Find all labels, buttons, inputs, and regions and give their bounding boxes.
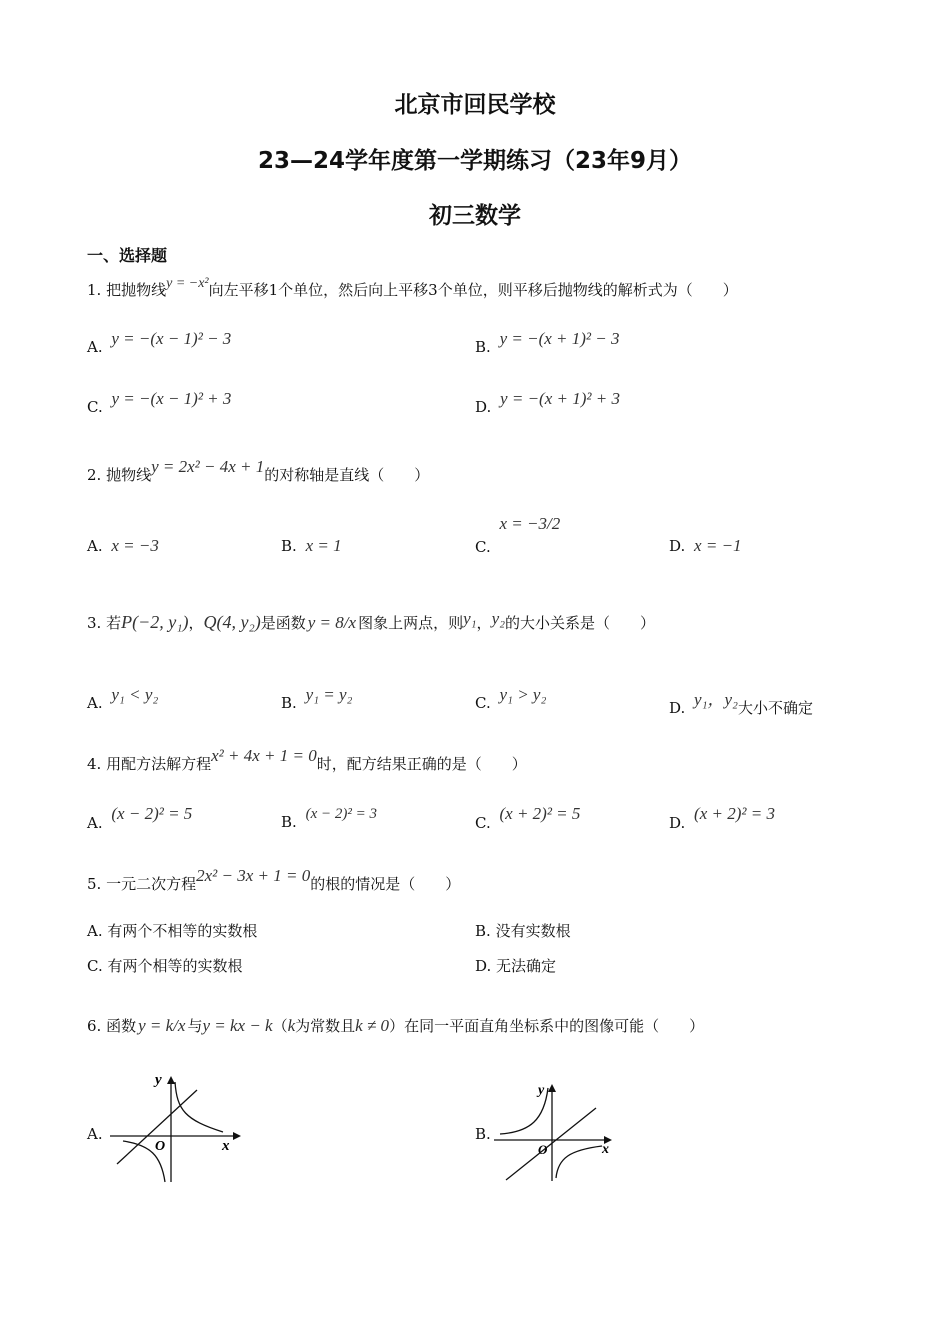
q6-function-1: y = k/x <box>138 1016 186 1035</box>
subject-title: 初三数学 <box>429 203 521 229</box>
q3-text-1: 若 <box>106 614 122 632</box>
q1-option-b[interactable] <box>475 329 620 357</box>
q5-number: 5. <box>87 875 102 893</box>
q3-separator: ， <box>188 614 204 632</box>
option-text: 有两个不相等的实数根 <box>107 922 258 940</box>
q6-k: k <box>287 1016 296 1035</box>
option-formula: y₁ > y₂ <box>499 685 547 704</box>
q3-function: y = 8/x <box>307 613 357 632</box>
q3-text-3: 图象上两点，则 <box>358 614 464 632</box>
q6-option-b-graph[interactable] <box>492 1078 617 1183</box>
option-label: D. <box>669 699 686 717</box>
option-label: C. <box>475 538 491 556</box>
q3-text-2: 是函数 <box>260 614 306 632</box>
q5-text-2: 的根的情况是（ ） <box>310 875 461 893</box>
question-5 <box>87 866 461 894</box>
option-formula: y = −(x + 1)² − 3 <box>499 329 620 348</box>
q6-text-3: （ <box>272 1017 288 1035</box>
y-axis-arrow <box>548 1084 556 1092</box>
q5-option-a[interactable] <box>87 920 257 941</box>
q1-text-1: 把抛物线 <box>106 281 167 299</box>
q3-y2: y₂ <box>491 609 506 628</box>
q3-option-a[interactable] <box>87 685 159 713</box>
q2-text-1: 抛物线 <box>106 466 152 484</box>
q1-text-2: 向左平移1个单位，然后向上平移3个单位，则平移后抛物线的解析式为（ ） <box>208 281 738 299</box>
option-label: B. <box>475 338 491 356</box>
option-label: A. <box>87 814 103 832</box>
q4-text-2: 时，配方结果正确的是（ ） <box>316 755 527 773</box>
q5-stem-formula: 2x² − 3x + 1 = 0 <box>196 866 311 885</box>
option-formula: (x − 2)² = 3 <box>305 806 377 822</box>
y-axis-arrow <box>167 1076 175 1084</box>
q3-point-q: Q(4, y₂) <box>203 612 261 632</box>
x-axis-label: x <box>222 1138 230 1154</box>
option-formula: x = −3 <box>111 536 159 555</box>
x-axis-label: x <box>602 1142 609 1157</box>
option-formula: y = −(x − 1)² + 3 <box>111 389 232 408</box>
q6-option-b-label[interactable]: B. <box>475 1125 491 1143</box>
q4-option-c[interactable] <box>475 804 581 833</box>
option-label: B. <box>475 922 491 940</box>
option-formula: (x + 2)² = 5 <box>499 804 581 823</box>
option-text: 没有实数根 <box>495 922 571 940</box>
option-label: D. <box>669 814 686 832</box>
q3-option-b[interactable] <box>281 685 353 713</box>
option-label: C. <box>475 814 491 832</box>
option-label: D. <box>475 957 492 975</box>
q1-option-a[interactable] <box>87 329 232 357</box>
q2-option-a[interactable] <box>87 536 159 556</box>
q3-option-c[interactable] <box>475 685 547 713</box>
q6-text-2: 与 <box>187 1017 203 1035</box>
q2-stem-formula: y = 2x² − 4x + 1 <box>151 457 265 476</box>
option-formula: y₁，y₂ <box>694 690 738 709</box>
q3-number: 3. <box>87 614 102 632</box>
q1-number: 1. <box>87 281 102 299</box>
q6-text-1: 函数 <box>106 1017 137 1035</box>
term-title: 23—24学年度第一学期练习（23年9月） <box>257 148 693 174</box>
question-6 <box>87 1015 704 1036</box>
q5-option-b[interactable] <box>475 920 571 941</box>
q2-option-d[interactable] <box>669 536 742 556</box>
question-4 <box>87 746 527 774</box>
y-axis-label: y <box>538 1083 545 1098</box>
q5-option-d[interactable] <box>475 955 556 976</box>
q2-number: 2. <box>87 466 102 484</box>
option-formula: y = −(x − 1)² − 3 <box>111 329 232 348</box>
option-text: 有两个相等的实数根 <box>107 957 243 975</box>
q6-text-4: 为常数且 <box>295 1017 356 1035</box>
option-label: A. <box>87 537 103 555</box>
option-formula: y = −(x + 1)² + 3 <box>500 389 620 408</box>
option-label: B. <box>281 813 297 831</box>
q6-option-a-graph[interactable] <box>105 1070 245 1185</box>
option-label: B. <box>281 694 297 712</box>
q3-option-d[interactable] <box>669 690 813 718</box>
q4-number: 4. <box>87 755 102 773</box>
y-axis-label: y <box>155 1072 162 1088</box>
option-formula: y₁ = y₂ <box>305 685 353 704</box>
q4-text-1: 用配方法解方程 <box>106 755 212 773</box>
option-label: D. <box>475 398 492 416</box>
linear-function-line <box>506 1108 596 1180</box>
option-formula: (x + 2)² = 3 <box>694 804 775 823</box>
school-title: 北京市回民学校 <box>394 92 556 118</box>
q4-stem-formula: x² + 4x + 1 = 0 <box>211 746 317 765</box>
origin-label: O <box>155 1139 166 1154</box>
q2-option-b[interactable] <box>281 536 342 556</box>
q1-option-d[interactable] <box>475 389 620 417</box>
origin-label: O <box>538 1142 548 1157</box>
option-formula: y₁ < y₂ <box>111 685 159 704</box>
option-formula: x = 1 <box>305 536 342 555</box>
q6-number: 6. <box>87 1017 102 1035</box>
q4-option-a[interactable] <box>87 804 193 833</box>
q3-point-p: P(−2, y₁) <box>121 612 189 632</box>
option-label: B. <box>281 537 297 555</box>
option-label: C. <box>475 694 491 712</box>
q1-option-c[interactable] <box>87 389 232 417</box>
q6-condition: k ≠ 0 <box>355 1016 390 1035</box>
q4-option-b[interactable] <box>281 806 377 832</box>
option-suffix: 大小不确定 <box>737 699 813 717</box>
hyperbola-branch-2 <box>556 1146 602 1178</box>
q3-text-4: 的大小关系是（ ） <box>505 614 656 632</box>
option-label: A. <box>87 922 103 940</box>
q6-text-5: ）在同一平面直角坐标系中的图像可能（ ） <box>389 1017 705 1035</box>
option-formula: x = −3/2 <box>499 514 561 533</box>
option-label: C. <box>87 398 103 416</box>
question-1 <box>87 276 738 300</box>
q5-option-c[interactable] <box>87 955 243 976</box>
option-formula: (x − 2)² = 5 <box>111 804 193 823</box>
q6-option-a-label[interactable]: A. <box>87 1125 103 1143</box>
hyperbola-branch-1 <box>175 1082 223 1132</box>
option-label: A. <box>87 694 103 712</box>
q5-text-1: 一元二次方程 <box>106 875 197 893</box>
section-title: 一、选择题 <box>87 246 168 265</box>
option-text: 无法确定 <box>496 957 557 975</box>
q2-option-c[interactable] <box>475 510 561 556</box>
q2-text-2: 的对称轴是直线（ ） <box>264 466 430 484</box>
x-axis-arrow <box>233 1132 241 1140</box>
q4-option-d[interactable] <box>669 804 775 833</box>
q1-stem-formula: y = −x² <box>166 276 209 291</box>
question-3: 3. 若P(−2, y₁)，Q(4, y₂)是函数 y = 8/x 图象上两点，则y₁，y₂的大小关系是（ ） <box>87 609 656 632</box>
option-label: A. <box>87 338 103 356</box>
question-2 <box>87 457 430 485</box>
q3-y1: y₁ <box>463 609 477 628</box>
option-formula: x = −1 <box>694 536 742 555</box>
q6-function-2: y = kx − k <box>202 1016 273 1035</box>
option-label: C. <box>87 957 103 975</box>
option-label: D. <box>669 537 686 555</box>
